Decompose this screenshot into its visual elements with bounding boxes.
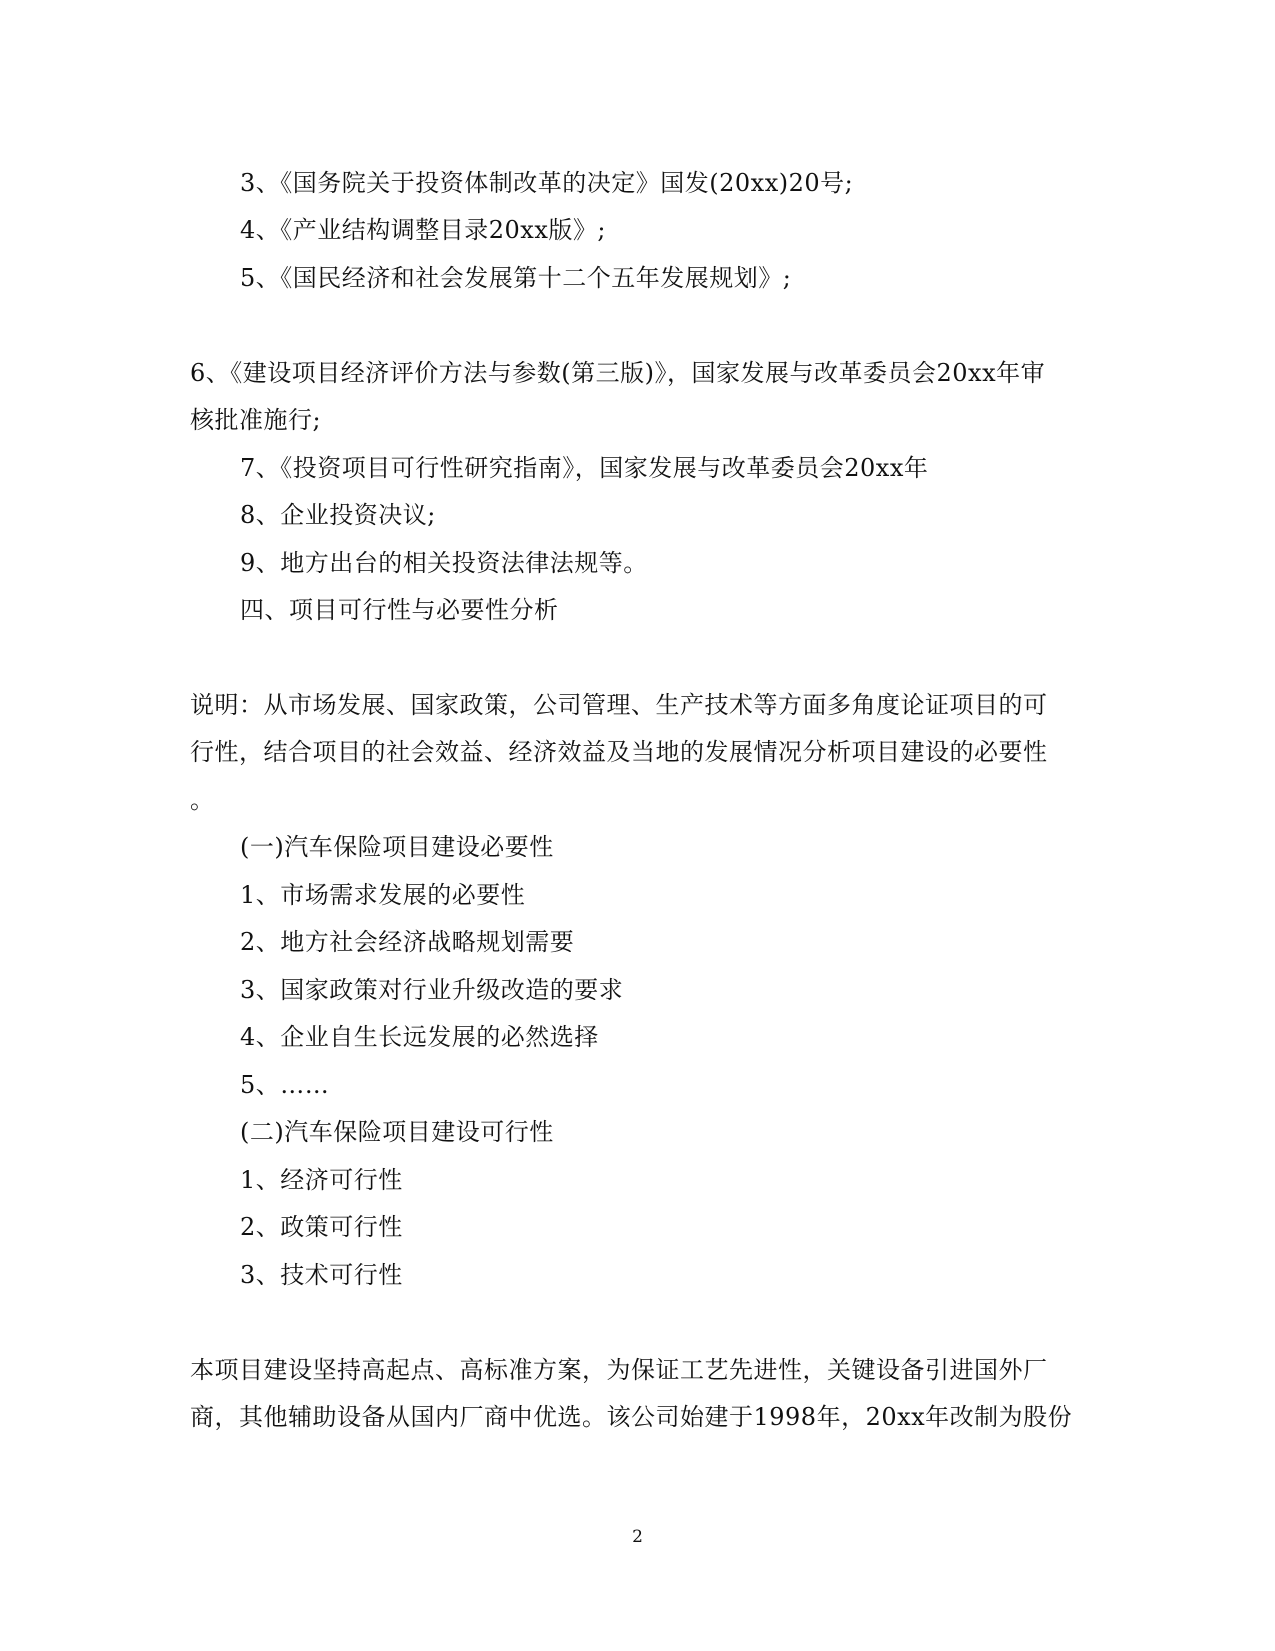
subsection-necessity: (一)汽车保险项目建设必要性 — [240, 833, 554, 861]
ref-item-5: 5、《国民经济和社会发展第十二个五年发展规划》; — [240, 264, 792, 292]
necessity-item-1: 1、市场需求发展的必要性 — [240, 881, 526, 909]
page-number: 2 — [632, 1527, 643, 1547]
ref-item-9: 9、地方出台的相关投资法律法规等。 — [240, 549, 648, 577]
ref-item-4: 4、《产业结构调整目录20xx版》; — [240, 216, 606, 244]
ref-item-3: 3、《国务院关于投资体制改革的决定》国发(20xx)20号; — [240, 169, 854, 197]
ref-item-6: 6、《建设项目经济评价方法与参数(第三版)》，国家发展与改革委员会20xx年审 — [190, 359, 1046, 387]
necessity-item-5: 5、…… — [240, 1071, 330, 1099]
section-heading-4: 四、项目可行性与必要性分析 — [240, 596, 559, 624]
explanation-line-1: 说明：从市场发展、国家政策，公司管理、生产技术等方面多角度论证项目的可 — [190, 691, 1048, 719]
ref-item-8: 8、企业投资决议; — [240, 501, 436, 529]
feasibility-item-3: 3、技术可行性 — [240, 1261, 403, 1289]
body-paragraph-line-2: 商，其他辅助设备从国内厂商中优选。该公司始建于1998年，20xx年改制为股份 — [190, 1403, 1073, 1431]
feasibility-item-1: 1、经济可行性 — [240, 1166, 403, 1194]
body-paragraph-line-1: 本项目建设坚持高起点、高标准方案，为保证工艺先进性，关键设备引进国外厂 — [190, 1356, 1048, 1384]
necessity-item-2: 2、地方社会经济战略规划需要 — [240, 928, 575, 956]
necessity-item-4: 4、企业自生长远发展的必然选择 — [240, 1023, 599, 1051]
necessity-item-3: 3、国家政策对行业升级改造的要求 — [240, 976, 624, 1004]
explanation-line-3: 。 — [190, 786, 215, 814]
ref-item-7: 7、《投资项目可行性研究指南》，国家发展与改革委员会20xx年 — [240, 454, 929, 482]
ref-item-6-continued: 核批准施行; — [190, 406, 322, 434]
explanation-line-2: 行性，结合项目的社会效益、经济效益及当地的发展情况分析项目建设的必要性 — [190, 738, 1048, 766]
feasibility-item-2: 2、政策可行性 — [240, 1213, 403, 1241]
subsection-feasibility: (二)汽车保险项目建设可行性 — [240, 1118, 554, 1146]
